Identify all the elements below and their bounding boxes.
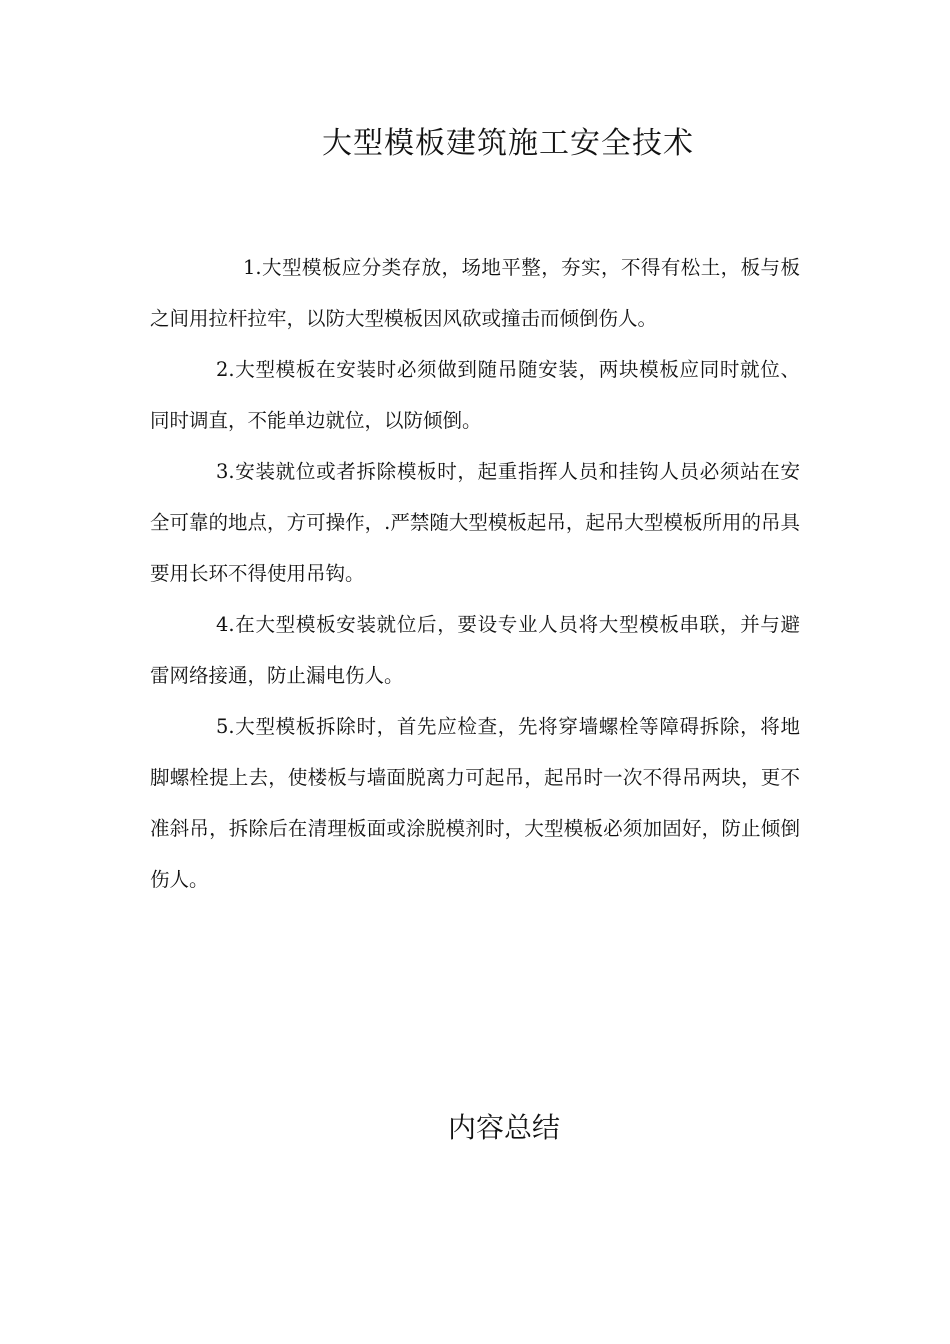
paragraph-2: 2.大型模板在安装时必须做到随吊随安装，两块模板应同时就位、同时调直，不能单边就位，以防倾倒。 (150, 358, 800, 432)
summary-heading: 内容总结 (448, 1111, 561, 1144)
document-body (150, 242, 800, 905)
paragraph-3: 3.安装就位或者拆除模板时，起重指挥人员和挂钩人员必须站在安全可靠的地点，方可操作，.严禁随大型模板起吊，起吊大型模板所用的吊具要用长环不得使用吊钩。 (150, 460, 800, 585)
document-title: 大型模板建筑施工安全技术 (322, 126, 694, 161)
paragraph-5: 5.大型模板拆除时，首先应检查，先将穿墙螺栓等障碍拆除，将地脚螺栓提上去，使楼板与墙面脱离力可起吊，起吊时一次不得吊两块，更不准斜吊，拆除后在清理板面或涂脱模剂时，大型模板必须加固好，防止倾倒伤人。 (150, 715, 800, 891)
paragraph-4: 4.在大型模板安装就位后，要设专业人员将大型模板串联，并与避雷网络接通，防止漏电伤人。 (150, 613, 800, 687)
paragraph-1: 1.大型模板应分类存放，场地平整，夯实，不得有松土，板与板之间用拉杆拉牢，以防大型模板因风砍或撞击而倾倒伤人。 (150, 256, 800, 330)
